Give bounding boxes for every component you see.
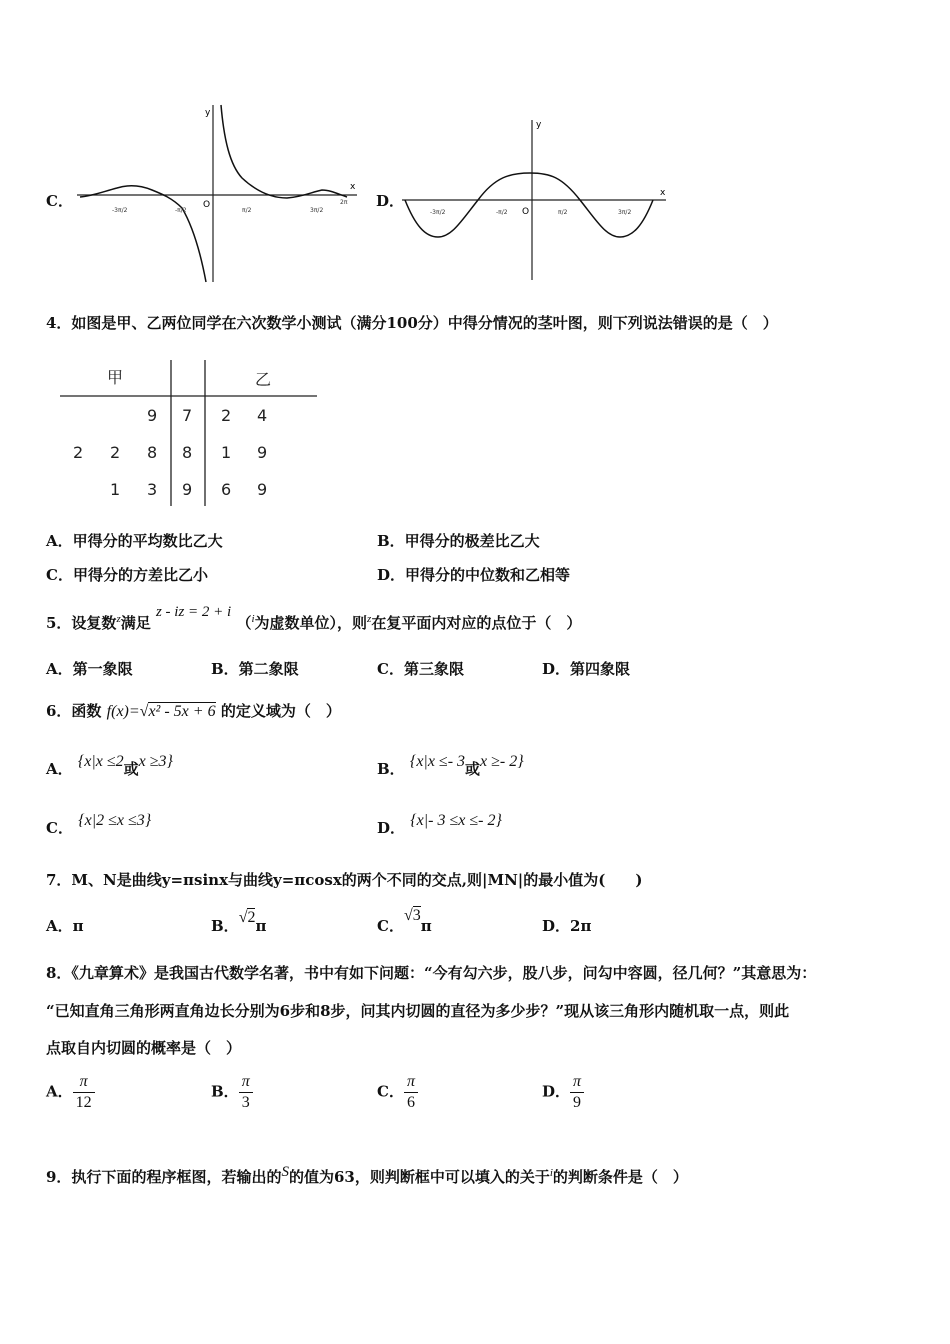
stem: 7 [182, 406, 193, 425]
q8-line1: 8．《九章算术》是我国古代数学名著，书中有如下问题：“今有勾六步，股八步，问勾中容圆，径几何？”其意思为： [46, 964, 817, 982]
origin-label: O [522, 207, 530, 217]
q7-option-b: B．√2π [211, 909, 267, 935]
y-axis-label: y [205, 108, 211, 118]
q4-option-d: D．甲得分的中位数和乙相等 [377, 566, 571, 584]
q4-option-c: C．甲得分的方差比乙小 [46, 566, 208, 584]
q3-graph-d [400, 115, 670, 285]
cosine-curve [405, 173, 653, 237]
q7-option-c: C．√3π [377, 907, 432, 935]
q8-line3: 点取自内切圆的概率是（ ） [46, 1039, 242, 1057]
leaf: 9 [147, 406, 158, 425]
tick-label: 2π [340, 199, 348, 206]
leaf: 4 [257, 406, 268, 425]
q7-option-d: D．2π [542, 917, 592, 935]
q7-option-a: A．π [46, 917, 84, 935]
q5-option-b: B．第二象限 [211, 660, 299, 678]
header-left: 甲 [107, 368, 124, 387]
leaf: 9 [257, 443, 268, 462]
q8-option-a: A． $\frac{\pi}{12}$ [46, 1072, 95, 1113]
q4-option-b: B．甲得分的极差比乙大 [377, 532, 540, 550]
leaf: 9 [257, 480, 268, 499]
tick-label: -π/2 [496, 209, 508, 216]
stem-leaf-plot [55, 358, 325, 508]
q8-line2: “已知直角三角形两直角边长分别为6步和8步，问其内切圆的直径为多少步？”现从该三角形内随机取一点，则此 [46, 1002, 790, 1020]
y-axis-label: y [536, 120, 542, 130]
tick-label: -3π/2 [430, 209, 446, 216]
q9-stem: 9．执行下面的程序框图，若输出的$^S$的值为63，则判断框中可以填入的关于$^i$的判断条件是（ ） [46, 1164, 688, 1186]
header-right: 乙 [255, 370, 272, 389]
stem: 9 [182, 480, 193, 499]
q8-option-c: C． $\frac{\pi}{6}$ [377, 1072, 418, 1113]
q6-option-c: C． {x|2 ≤x ≤3} [46, 812, 152, 837]
leaf: 6 [221, 480, 232, 499]
q6-stem: 6．函数 f(x)=√x² - 5x + 6 的定义域为（ ） [46, 702, 341, 720]
q3-graph-c [72, 100, 362, 285]
tick-label: π/2 [558, 209, 568, 216]
leaf: 2 [73, 443, 84, 462]
q8-option-b: B． $\frac{\pi}{3}$ [211, 1072, 253, 1113]
leaf: 1 [221, 443, 232, 462]
tick-label: -π/2 [175, 207, 187, 214]
q5-option-d: D．第四象限 [542, 660, 631, 678]
x-axis-label: x [660, 188, 666, 198]
q5-equation: z - iz = 2 + i [155, 604, 232, 620]
leaf: 8 [147, 443, 158, 462]
curve-left-branch [80, 186, 206, 282]
stem: 8 [182, 443, 193, 462]
q6-option-a: A． {x|x ≤2或x ≥3} [46, 753, 173, 778]
q6-function: f(x)= [106, 703, 140, 720]
q3-option-d-label: D． [376, 192, 405, 210]
q5-option-c: C．第三象限 [377, 660, 464, 678]
q4-stem: 4．如图是甲、乙两位同学在六次数学小测试（满分100分）中得分情况的茎叶图，则下列说法错误的是（ ） [46, 314, 778, 332]
tick-label: -3π/2 [112, 207, 128, 214]
q4-option-a: A．甲得分的平均数比乙大 [46, 532, 223, 550]
q8-option-d: D． $\frac{\pi}{9}$ [542, 1072, 584, 1113]
x-axis-label: x [350, 182, 356, 192]
q6-radicand: x² - 5x + 6 [148, 703, 216, 720]
leaf: 2 [221, 406, 232, 425]
q5-stem: 5．设复数$^z$满足 z - iz = 2 + i （$^i$为虚数单位），则$^z$在复平面内对应的点位于（ ） [46, 604, 582, 632]
tick-label: 3π/2 [618, 209, 632, 216]
q5-option-a: A．第一象限 [46, 660, 133, 678]
tick-label: 3π/2 [310, 207, 324, 214]
q7-stem: 7．M、N是曲线y=πsinx与曲线y=πcosx的两个不同的交点,则|MN|的最小值为( ) [46, 871, 643, 889]
leaf: 1 [110, 480, 121, 499]
curve-right-branch [221, 105, 347, 198]
tick-label: π/2 [242, 207, 252, 214]
origin-label: O [203, 200, 211, 210]
q6-option-b: B． {x|x ≤- 3或x ≥- 2} [377, 753, 524, 778]
leaf: 2 [110, 443, 121, 462]
q3-option-c-label: C． [46, 192, 73, 210]
q6-option-d: D． {x|- 3 ≤x ≤- 2} [377, 812, 502, 837]
leaf: 3 [147, 480, 158, 499]
